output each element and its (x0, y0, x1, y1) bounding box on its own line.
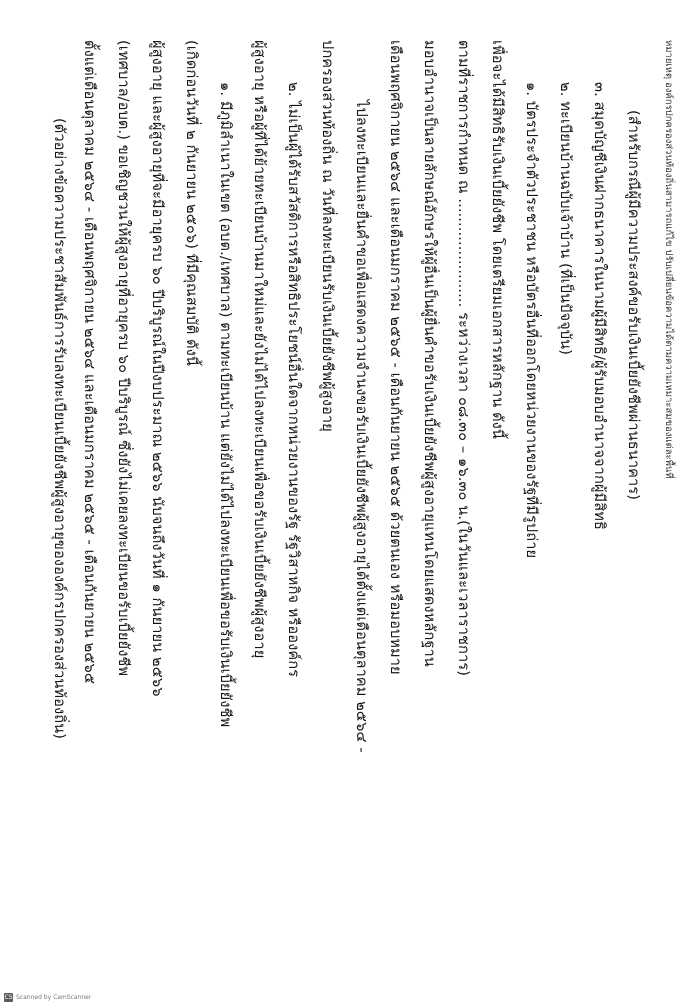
doc-line: ปกครองส่วนท้องถิ่น ณ วันที่ลงทะเบียนรับเงินเบี้ยยังชีพผู้สูงอายุ (319, 40, 336, 432)
doc-list-item: ๓. สมุดบัญชีเงินฝากธนาคารในนามผู้มีสิทธิ/ผู้รับมอบอำนาจจากผู้มีสิทธิ (591, 82, 608, 530)
doc-line: (เทศบาล/อบต.) ขอเชิญชวนให้ผู้สูงอายุที่อายุครบ ๖๐ ปีบริบูรณ์ ซึ่งยังไม่เคยลงทะเบียนขอรับเบี้ยยังชีพ (115, 40, 132, 677)
doc-line: (สำหรับกรณีผู้มีความประสงค์ขอรับเงินเบี้ยยังชีพผ่านธนาคาร) (625, 110, 642, 501)
scanner-watermark (4, 993, 91, 1002)
doc-footnote: หมายเหตุ องค์กรปกครองส่วนท้องถิ่นสามารถแก้ไข ปรับเปลี่ยนข้อความได้ตามความเหมาะสมของแต่ละพื้นที่ (663, 40, 674, 479)
doc-line: เพื่อจะได้มีสิทธิรับเงินเบี้ยยังชีพ โดยเตรียมเอกสารหลักฐาน ดังนี้ (489, 40, 506, 439)
camscanner-logo-icon: CS (4, 994, 13, 1001)
doc-line: มอบอำนาจเป็นลายลักษณ์อักษรให้ผู้อื่นเป็นผู้ยื่นคำขอรับเงินเบี้ยยังชีพผู้สูงอายุแทนโดยแสดงหลักฐาน (421, 40, 438, 667)
doc-list-item: ๒. ทะเบียนบ้านฉบับเจ้าบ้าน (ที่เป็นปัจจุบัน) (557, 82, 574, 355)
doc-line: เดือนพฤศจิกายน ๒๕๖๔ และเดือนมกราคม ๒๕๖๕ - เดือนกันยายน ๒๕๖๕ ด้วยตนเอง หรือมอบหมาย (387, 40, 404, 675)
scanner-label: Scanned by CamScanner (16, 994, 92, 1001)
doc-list-item: ๒. ไม่เป็นผู้ได้รับสวัสดิการหรือสิทธิประโยชน์อื่นใดจากหน่วยงานของรัฐ รัฐวิสาหกิจ หรือองค์กร (285, 82, 302, 678)
doc-line: ตามที่ราชการกำหนด ณ ....................... ระหว่างเวลา ๐๘.๓๐ – ๑๖.๓๐ น.(ในวันและเวลาราชการ) (455, 40, 472, 676)
doc-line: ผู้สูงอายุ หรือผู้ที่ได้ย้ายทะเบียนบ้านมาใหม่และยังไม่ได้ไปลงทะเบียนเพื่อขอรับเงินเบี้ยยังชีพผู้สูงอายุ (251, 40, 268, 659)
doc-heading: (ตัวอย่างข้อความประชาสัมพันธ์การรับลงทะเบียนเบี้ยยังชีพผู้สูงอายุขององค์กรปกครองส่วนท้องถิ่น) (51, 118, 68, 740)
doc-line: ตั้งแต่เดือนตุลาคม ๒๕๖๔ - เดือนพฤศจิกายน ๒๕๖๔ และเดือนมกราคม ๒๕๖๕ - เดือนกันยายน ๒๕๖๕ (81, 40, 98, 684)
doc-paragraph-start: ไปลงทะเบียนและยื่นคำขอเพื่อแสดงความจำนงขอรับเงินเบี้ยยังชีพผู้สูงอายุได้ตั้งแต่เดือนตุลาคม ๒๕๖๔ - (353, 100, 370, 753)
doc-line: ผู้สูงอายุ และผู้สูงอายุที่จะมีอายุครบ ๖๐ ปีบริบูรณ์ในปีงบประมาณ ๒๕๖๖ นับจนถึงวันที่ ๑ กันยายน ๒๕๖๖ (149, 40, 166, 697)
doc-list-item: ๑. มีภูมิลำเนาในเขต (อบต./เทศบาล) ตามทะเบียนบ้าน แต่ยังไม่ได้ไปลงทะเบียนเพื่อขอรับเงินเบี้ยยังชีพ (217, 82, 234, 728)
doc-line: (เกิดก่อนวันที่ ๒ กันยายน ๒๕๐๖) ที่มีคุณสมบัติ ดังนี้ (183, 40, 200, 366)
doc-list-item: ๑. บัตรประจำตัวประชาชน หรือบัตรอื่นที่ออกโดยหน่วยงานของรัฐที่มีรูปถ่าย (523, 82, 540, 559)
